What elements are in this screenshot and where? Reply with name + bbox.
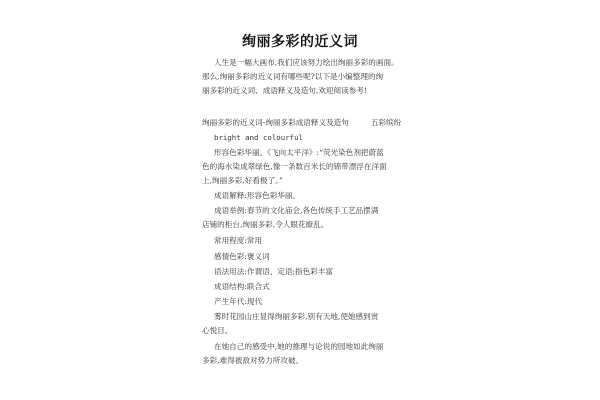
intro-line-1: 人生是一幅大画布,我们应该努力绘出绚丽多彩的画面。 [214,58,399,67]
page-title: 绚丽多彩的近义词 [242,34,358,50]
common-usage-line: 常用程度:常用 [214,236,263,245]
definition-line-1: 形容色彩华丽。《飞向太平洋》:“荧光染色剂把蔚蓝 [214,148,384,157]
intro-line-2: 那么,绚丽多彩的近义词有哪些呢?以下是小编整理的绚 [202,72,384,81]
intro-line-3: 丽多彩的近义词、成语释义及造句,欢迎阅读参考! [202,86,367,95]
example-line-1: 成语举例:春节的文化庙会,各色传统手工艺品摆满 [214,206,379,215]
sentence-1-line-1: 雾时花园山庄显得绚丽多彩,别有天地,使她感到赏 [214,312,379,321]
era-line: 产生年代:现代 [214,297,263,306]
synonym-word: 五彩缤纷 [370,118,402,127]
definition-line-3: 上,绚丽多彩,好看极了。” [202,176,283,185]
sentence-1-line-2: 心悦目。 [202,326,233,335]
definition-line-2: 色的海水染成翠绿色,像一条数百米长的锦带漂浮在洋面 [202,162,387,171]
sentence-2-line-2: 多彩,难得被敌对势力所攻破。 [202,356,304,365]
section-heading-row [202,118,401,128]
sentence-2-line-1: 在她自己的感受中,她的推理与论说的园地如此绚丽 [214,342,384,351]
explanation-line: 成语解释:形容色彩华丽。 [214,191,301,200]
section-heading: 绚丽多彩的近义词-绚丽多彩成语释义及造句 [202,118,349,127]
emotion-line: 感情色彩:褒义词 [214,252,270,261]
english-translation: bright and colourful [214,133,303,142]
grammar-line: 语法用法:作谓语、定语;指色彩丰富 [214,267,334,276]
example-line-2: 店铺的柜台,绚丽多彩,令人眼花缭乱。 [202,220,329,229]
structure-line: 成语结构:联合式 [214,282,270,291]
